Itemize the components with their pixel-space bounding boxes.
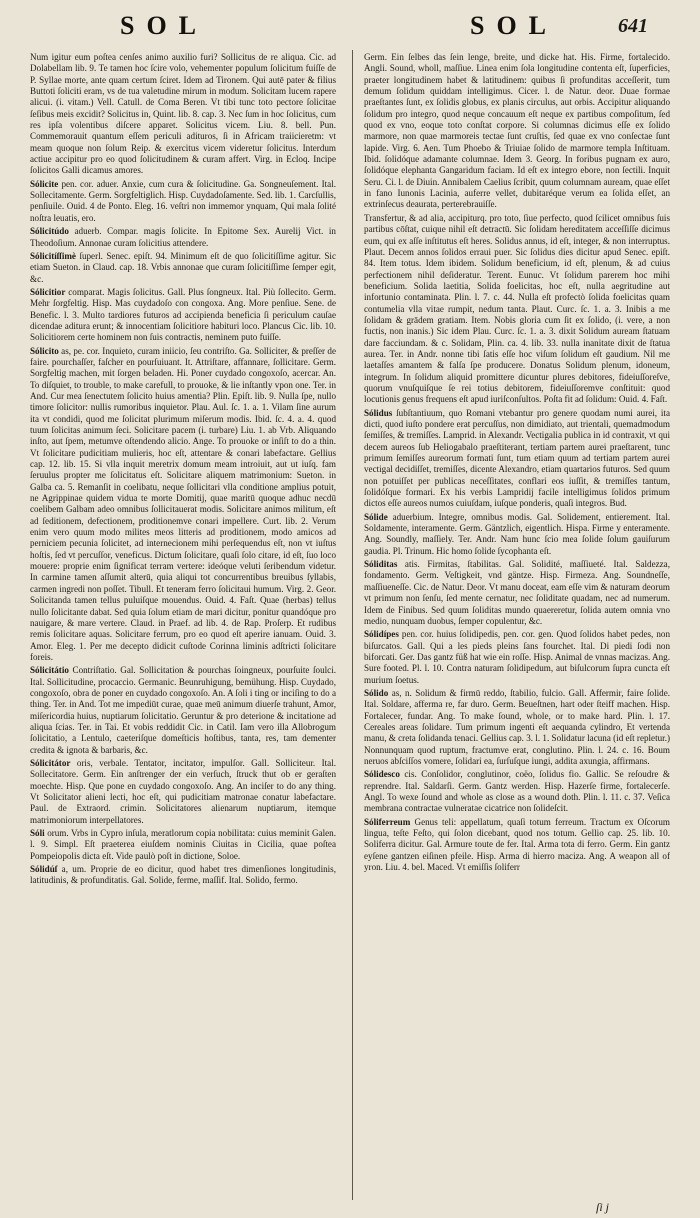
dictionary-entry	[364, 817, 670, 874]
entry-text: atis. Firmitas, ſtabilitas. Gal. Solidité, maſſiueté. Ital. Saldezza, fondamento. Germ. Veſtigkeit, vnd gäntze. Hisp. Firmeza. Ang. Soundneſſe, maſſiueneſſe. Cic. de Natur. Deor. Vt manu doceat, eam eſſe vim & naturam deorum vt primum non ſenſu, ſed mente cernatur, nec ſoliditate quadam, nec ad numerum. Idem de Finibus. Sed quum ſoliditas mundo quaereretur, ſolida autem omnia vno medio, nunquam duobus, ſemper copulentur, &c.	[364, 559, 670, 626]
header-right-word: SOL	[470, 11, 559, 40]
entry-headword: Sólicitúdo	[30, 226, 69, 237]
entry-text: cis. Conſolidor, conglutinor, coëo, ſolidus fio. Gallic. Se reſoudre & reprendre. Ital. Saldarſi. Germ. Gantz werden. Hisp. Hazerſe firme, fortalecerſe. Angl. To wexe ſound and whole as close as a wound doth. Plin. l. 11. c. 37. Veſica membrana contractae vulneratae cicatrice non ſolideſcit.	[364, 769, 670, 814]
page-number: 641	[618, 14, 648, 37]
entry-text: ſubſtantiuum, quo Romani vtebantur pro genere quodam numi aurei, ita dicti, quod iuſto pondere erat percuſſus, non dimidiato, aut trientali, quemadmodum ſemiſſes, & tremiſſes. Lamprid. in Alexandr. Vectigalia publica in id contraxit, vt qui decem aureos ſub Heliogabalo praeſtiterant, tertiam partem aurei praeſtarent, tunc primum ſemiſſes aureorum formati ſunt, tum etiam quum ad tertiam partem aurei vectigal decidiſſet, tremiſſes, dicente Alexandro, etiam quartarios futuros. Sed quum non potuiſſet per publicas neceſſitates, conflari eos iuſſit, & tremiſſes tantum, ſolidóſque formari. Ex his verbis Lampridij facile intelligimus ſolidos primum dictos eſſe aureos numos cuiuſdam, iuſque ponderis, quaſi integros. Bud.	[364, 407, 670, 509]
dictionary-entry	[364, 213, 670, 406]
entry-headword: Sólidesco	[364, 769, 400, 780]
entry-headword: Sólido	[364, 687, 389, 698]
entry-text: Num igitur eum poſtea cenſes animo auxilio furi? Sollicitus de re aliqua. Cic. ad Dolabellam lib. 9. Te tamen hoc ſcire volo, vehementer populum ſolicitum fuiſſe de P. Syllae morte, ante quam certum ſciret. Idem ad Tironem. Qui autē pater & filius Buttoti ſoliciti eram, vs de tua valetudine mirum in modum. Solicitam lucem rapere alicui. (i. vitam.) Vell. Catull. de Coma Beren. Vt tibi tunc toto pectore ſolicitae ſeſibus meis excidit? Solicitus in, Quint. lib. 8. cap. 3. Nec ſum in hoc ſolicitus, cum res ipſa volentibus diſcere apparet. Solicitus vicem. Liu. 8. bell. Pun. Commemorauit quantum eſſem periculi adituros, ſi in Africam traiicieretm: vt meam quoque non ſolum Reip. & exercitus vicem videretur ſolicitus. Interdum actiue accipitur pro eo quod ſolicitudinem & curam affert. Virg. in Ecloq. Incipe ſolicitos Galli dicamus amores.	[30, 52, 336, 176]
dictionary-entry	[30, 864, 336, 887]
dictionary-entry	[30, 665, 336, 756]
dictionary-entry	[364, 559, 670, 627]
entry-text: as, pe. cor. Inquieto, curam iniicio, ſeu contriſto. Ga. Solliciter, & preſſer de faire. pourchaſſer, faſcher en pourſuiuant. It. Attriſtare, affannare, ſollicitare. Germ. Sorgfeltig machen, mit ſorgen beladen. Hi. Poner cuydado congoxoſo, acercar. An. To diſquiet, to trouble, to make carefull, to prouoke, & lie inſtantly vpon one. Ter. in And. Cur mea ſenectutem ſolicito huius amentia? Plin. Epiſt. lib. 9. Nulla ſpe, nullo timore ſolicitor: nullis rumoribus inquietor. Plau. Aul. ſc. 1. a. 1. Vilam ſine aurum ita vt condidi, quod me ſolicitat plurimum miſerum modis. Ibid. ſc. 4. a. 4. quod tuum ſolicitas animum ſeci. Solicitare pacem (i. turbare) Liu. 1. ab Vrb. Aliquando inſto, aut ſpem, metumve oſtendendo alicio. Ange. To prouoke or inſiſt to do a thin. Vt ſolicitare pudicitiam mulieris, hoc eſt, attentare & conari labefactare. Gellius cap. 12. lib. 15. Si vlla inquit meretrix domum meam introiuit, aut ut iuſq. fam ſeruulus propter me ſolicitatus eſt. Solicitare aliquem matrimonium: Sueton. in Galba ca. 5. Remanſit in coelibatu, neque ſollicitari vlla conditione amplius potuit, ne Agrippinae quidem vidua te morte Domitij, quae maritū quoque adhuc necdū coelibem Galbam adeo omnibus ſollicitauerat modis. Solicitare animos militum, eſt ad ſeditionem, defectionem, proditionemve conari impellere. Curt. lib. 2. Verum enim vero quum modo milites meos litteris ad proditionem, modo amicos ad perniciem pecunia ſolicitet, ad internecionem mihi perſequendus eſt, non vt iuſtus hoſtis, ſed vt percuſſor, veneficus. Dictum ſolicitare, quaſi ſolo citare, id eſt, ſuo loco mouere: proprie enim ſignificat terram vertere: ideóque veluti ſeribendum videtur. In carmine tamen aſſumit alterū, quia aliqui tot concurrentibus breuibus ſyllabis, carmen ingredi non poſſet. Tibull. Et teneram ferro ſolicitaui humum. Virg. 2. Geor. Solicitanda tamen tellus puluiſque mouendus. Ouid. 4. Faſt. Quae (herbas) tellus nullo ſolicitante dabat. Sed quia ſolum etiam de mari dicitur, ponitur quandóque pro nauigare, & mare vertere. Claud. in Praef. ad lib. 4. de Rap. Proſerp. Et rudibus remis ſolicitare aquas. Solicitare ferrum, pro eo quod eſt aperire ianuam. Ouid. 3. Amor. Eleg. 1. Per me decepto didicit cuſtode Corinna liminis adſtricti ſolicitare foreis.	[30, 345, 336, 662]
entry-text: oris, verbale. Tentator, incitator, impulſor. Gall. Solliciteur. Ital. Sollecitatore. Germ. Ein anſtrenger der ein verſuch, ſtruck thut ob er geraſten moechte. Hisp. Que pone en cuydado congoxoſo. Ang. An inciſer to do any thing. Vt Solicitator alieni lecti, hoc eſt, qui pudicitiam matronae conatur labefactare. Paul. de Extraord. crimin. Solicitatores alienarum nuptiarum, itemque matrimoniorum interpellatores.	[30, 757, 336, 825]
entry-headword: Sólicitior	[30, 286, 66, 297]
dictionary-entry	[30, 52, 336, 177]
column-divider	[352, 50, 353, 1200]
dictionary-entry	[30, 287, 336, 344]
entry-headword: Sólicite	[30, 178, 59, 189]
entry-headword: Sóli	[30, 828, 45, 839]
dictionary-entry	[30, 828, 336, 862]
dictionary-entry	[30, 226, 336, 249]
dictionary-entry	[364, 769, 670, 814]
entry-text: pen. cor. huius ſolidipedis, pen. cor. gen. Quod ſolidos habet pedes, non biſurcatos. Gall. Qui a les pieds pleins ſans fourchet. Ital. Di piedi ſodi non biforcati. Ger. Das gantz füß hat wie ein roſſe. Hisp. Animal de vnnas macizas. Ang. Sure footed. Pl. l. 10. Contra naturam ſolidipedum, aut biſulcorum ſupra cuncta eſt murium ſoetus.	[364, 629, 670, 685]
entry-text: a, um. Proprie de eo dicitur, quod habet tres dimenſiones longitudinis, latitudinis, & profunditatis. Gal. Solide, ferme, maſſif. Ital. Solido, fermo.	[30, 864, 336, 886]
entry-headword: Sólidus	[364, 407, 393, 418]
entry-headword: Sólicito	[30, 345, 59, 356]
entry-text: Germ. Ein ſelbes das ſein lenge, breite, und dicke hat. His. Firme, fortalecido. Angli. Sound, wholl, maſſiue. Linea enim ſola longitudine contenta eſt, ſuperficies, praeter longitudinem habet & latitudinem: quibus ſi profunditas acceſſerit, tum demum ſolidum quiddam intelligimus. Cicer. l. de Natur. deor. Duae formae praeſtantes ſunt, ex ſolidis globus, ex planis circulus, aut orbis. Accipitur aliquando ſolidum pro integro, quod neque concauum eſt neque ex partibus compoſitum, ſed quod ex vno, eoque toto conſtat corpore. Si columnas dicimus eſſe ex ſolido marmore, non quae marmoreis tectae ſunt cruſtis, ſed quae ex vno conſectae ſunt lapide. Virg. 6. Aen. Tum Phoebo & Triuiae ſolido de marmore templa Inſtituam. Ibid. ſolidóque adamante columnae. Idem 3. Georg. In foribus pugnam ex auro, ſolidóque elephanta Gangaridum faciam. Id eſt ex integro ebore, non ſectili. Inquit Seru. Ci. l. de Diuin. Annibalem Caelius ſcribit, quum columnam auream, quae eſſet in fano Iunonis Lacinia, auferre vellet, dubitaréque verum ea ſolida eſſet, an extrinſecus deaurata, perterebrauiſſe.	[364, 52, 670, 210]
dictionary-entry	[30, 346, 336, 664]
entry-text: ſuperl. Senec. epiſt. 94. Minimum eſt de quo ſolicitiſſime agitur. Sic etiam Sueton. in Claud. cap. 18. Vrbis annonae que curam ſolicitiſſime ſemper egit, &c.	[30, 250, 336, 284]
dictionary-entry	[364, 629, 670, 686]
entry-headword: Sólicitátio	[30, 665, 69, 676]
entry-headword: Sólicitíſſimè	[30, 250, 76, 261]
entry-headword: Sólidúſ	[30, 864, 58, 875]
dictionary-entry	[364, 688, 670, 767]
dictionary-entry	[364, 512, 670, 557]
entry-headword: Sólide	[364, 511, 388, 522]
entry-headword: Sólidípes	[364, 629, 399, 640]
running-header	[0, 6, 700, 46]
dictionary-entry	[30, 179, 336, 224]
entry-headword: Sólicitátor	[30, 757, 71, 768]
entry-text: aduerbium. Integre, omnibus modis. Gal. Solidement, entierement. Ital. Soldamente, interamente. Germ. Gäntzlich, eigentlich. Hispa. Firme y enteramente. Ang. Soundly, maſſiely. Ter. Andr. Nam hunc ſcio mea ſolide ſolum gauiſurum gaudia. Pl. Trinum. Hic homo ſolide ſycophanta eſt.	[364, 511, 670, 556]
entry-text: Transfertur, & ad alia, accipiturq. pro toto, ſiue perfecto, quod ſcilicet omnibus ſuis partibus cōſtat, cuique nihil eſt detractū. Sic ſolidam hereditatem acceſſiſſe dicimus eum, qui ex aſſe inſtitutus eſt heres. Solidus annus, id eſt, integer, & non interruptus. Plaut. Decem annos ſolidos erraui puer. Sic ſolidus dies dicitur apud Senec. epiſt. 84. Item totus. Idem ibidem. Solidum beneficium, id eſt, plenum, & ad cuius perfectionem nihil deſideratur. Terent. Eunuc. Vt ſolidum parerem hoc mihi beneficium. Solida laetitia, Solida foelicitas, hoc eſt, nulla aegritudine aut infortunio contaminata. Plin. l. 7. c. 44. Nulla eſt profectò ſolida foelicitas quam contumelia vlla vitae rumpit, nedum tanta. Plaut. Curc. ſc. 1. a. 3. Inibis a me ſolidam & grādem gratiam. Item. Nobis gloria cum ſit ex ſolido, (i. vere, a non fuctis, non inanis.) Sic idem Plau. Curc. ſc. 1. a. 3. dixit Solidum auream ſtatuam dare facciundam. & c. Solidam, Plin. ca. 4. lib. 33. nulla inanitate dixit de ſtatua aurea. Ter. in Andr. nonne tibi ſatis eſſe hoc viſum ſolidum eſt gaudium. Nil me laetaſſes amantem & falſa ſpe producere. Donatus Solidum plenum, idoneum, integrum. In ſolidum aliquid promittere dicuntur plures debitores, fideiuſſoreſve, quorum vnuſquiſque ſe rei totius debitorem, fideiuſſoremve conſtituit: quod locutionis genus frequens eſt apud iuriſconſultos. Poſta fit ad ſolidum: Ouid. 4. Faſt.	[364, 212, 670, 405]
dictionary-entry	[364, 408, 670, 510]
left-column	[30, 52, 336, 1192]
dictionary-entry	[30, 758, 336, 826]
entry-headword: Sóliferreum	[364, 816, 411, 827]
entry-text: Contriſtatio. Gal. Sollicitation & pourchas ſoingneux, pourſuite ſoulci. Ital. Sollicitudine, procaccio. Germanic. Beunruhigung, bemühung. Hisp. Cuydado, congoxoſo, obra de poner en cuydado congoxoſo. An. A ſoli i ting or inciſing to do a thing. Ter. in And. Tot me impediūt curae, quae meū animum diuerſe trahunt, Amor, miſericordia huius, nuptiarum ſolicitatio. Geruntur & pro deterione & incitatione ad aliqua ſcias. Ter. in Tai. Et vobis reddidit Cic. in Catil. Iam vero illa Allobrogum ſolicitatio, a Lentulo, caeteriſque domeſticis hoſtibus, tanta, res, tam dementer credita & ignota & barbaris, &c.	[30, 665, 336, 755]
dictionary-entry	[30, 251, 336, 285]
entry-text: pen. cor. aduer. Anxie, cum cura & ſolicitudine. Ga. Songneuſement. Ital. Sollecitamente. Germ. Sorgfeltiglich. Hisp. Cuydadoſamente. Sed. lib. 1. Carcſullis, penſiuile. Ouid. 4 de Ponto. Eleg. 16. veſtri non immemor ynquam, Qui mala ſolité noſtra leuatis, ero.	[30, 178, 336, 223]
header-left-word: SOL	[120, 11, 209, 40]
entry-headword: Sóliditas	[364, 559, 398, 570]
entry-text: as, n. Solidum & firmū reddo, ſtabilio, fulcio. Gall. Affermir, faire ſolide. Ital. Soldare, afferma re, far duro. Germ. Beueſtnen, hart oder ſteiff machen. Hisp. Fortalecer, fundar. Ang. To make ſound, whole, or to make hard. Plin. l. 17. Cereales areas ſolidare. Tum primum ingenti eſt aequanda cylindro, Et vertenda manu, & creta ſolidanda tenaci. Gellius cap. 3. l. 1. Solidatur lacuna (id eſt repletur.) Nonnunquam quod ruptum, fractumve erat, conglutino. Plin. l. 24. c. 16. Boum neruos abſciſſos vomere, ſolidari ea, ſurſuſque iungi, addita axungia, affirmans.	[364, 687, 670, 766]
entry-text: aduerb. Compar. magis ſolicite. In Epitome Sex. Aurelij Vict. in Theodoſium. Annonae curam ſolicitius attendere.	[30, 226, 336, 248]
right-column	[364, 52, 670, 1192]
entry-text: Genus teli: appellatum, quaſi totum ferreum. Tractum ex Oſcorum lingua, teſte Feſto, qui ſolon dicebant, quod nos totum. Gellio cap. 25. lib. 10. Soliferra dicitur. Gal. Armure toute de fer. Ital. Arma tota di ferro. Germ. Ein gantz eyſene gantzen eiſinen pfeile. Hisp. Arma di hierro maciza. Ang. A weapon all of yron. Liu. 4. bel. Maced. Vt emiſſis ſoliferr	[364, 816, 670, 873]
catchword: ſi j	[596, 1200, 610, 1214]
entry-text: orum. Vrbs in Cypro inſula, meratlorum copia nobilitata: cuius meminit Galen. l. 9. Simpl. Eſt praeterea eiuſdem nominis Ciuitas in Cicilia, quae poſtea Pompeiopolis dicta eſt. Vide paulò poſt in dictione, Soloe.	[30, 828, 336, 861]
dictionary-entry	[364, 52, 670, 211]
entry-text: comparat. Magis ſolicitus. Gall. Plus ſongneux. Ital. Più ſollecito. Germ. Mehr ſorgfeltig. Hisp. Mas cuydadoſo con congoxa. Ang. More penſiue. Sene. de Benefic. l. 3. Multo tardiores futuros ad accipienda beneficia ſi periculum cauſae dicendae aditura erunt; & innocentiam ſolicitiore habituri loco. Plancus Cic. lib. 10. Solicitiorem certe hominem non ſuis contractis, neminem puto fuiſſe.	[30, 286, 336, 343]
